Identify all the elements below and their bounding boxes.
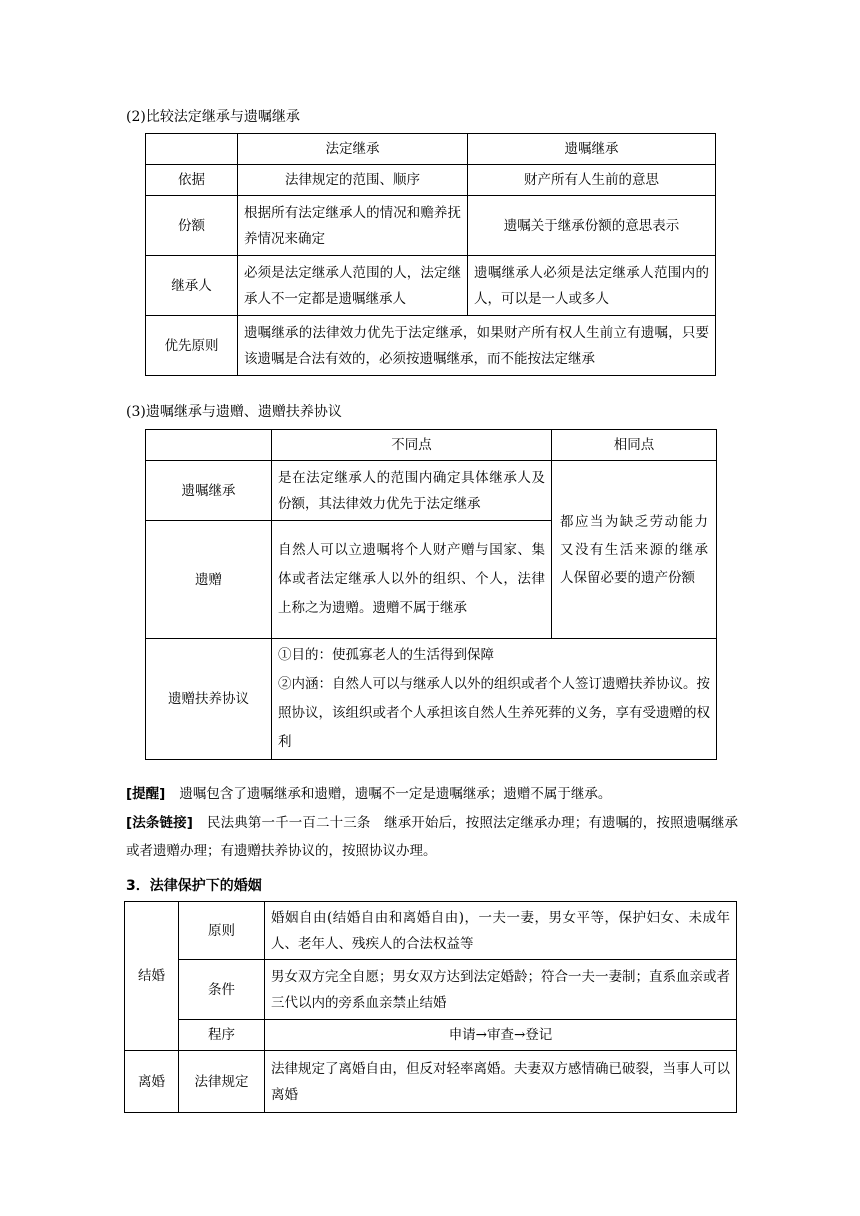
law-link-tag: [法条链接] bbox=[126, 815, 193, 831]
cell-condition: 男女双方完全自愿；男女双方达到法定婚龄；符合一夫一妻制；直系血亲或者三代以内的旁系血亲禁止结婚 bbox=[265, 960, 737, 1020]
agreement-content: ②内涵：自然人可以与继承人以外的组织或者个人签订遗赠扶养协议。按照协议，该组织或者个人承担该自然人生养死葬的义务，享有受遗赠的权利 bbox=[278, 676, 710, 750]
label-procedure: 程序 bbox=[179, 1020, 265, 1051]
row-label-divorce: 离婚 bbox=[125, 1051, 179, 1113]
label-law: 法律规定 bbox=[179, 1051, 265, 1113]
cell-will-share: 遗嘱关于继承份额的意思表示 bbox=[468, 196, 716, 256]
label-principle: 原则 bbox=[179, 902, 265, 960]
empty-corner-cell bbox=[146, 430, 272, 461]
tip-tag: [提醒] bbox=[126, 786, 166, 802]
cell-will-heir: 遗嘱继承人必须是法定继承人范围内的人，可以是一人或多人 bbox=[468, 256, 716, 316]
row-label-priority: 优先原则 bbox=[146, 316, 238, 376]
cell-priority-text: 遗嘱继承的法律效力优先于法定继承，如果财产所有权人生前立有遗嘱，只要该遗嘱是合法有效的，必须按遗嘱继承，而不能按法定继承 bbox=[238, 316, 716, 376]
tip-text: 遗嘱包含了遗嘱继承和遗赠，遗嘱不一定是遗嘱继承；遗赠不属于继承。 bbox=[179, 786, 612, 802]
marriage-table bbox=[124, 901, 737, 1113]
cell-principle: 婚姻自由(结婚自由和离婚自由)，一夫一妻，男女平等，保护妇女、未成年人、老年人、残疾人的合法权益等 bbox=[265, 902, 737, 960]
col-header-will: 遗嘱继承 bbox=[468, 134, 716, 165]
row-label-bequest: 遗赠 bbox=[146, 521, 272, 639]
cell-diff-will-inheritance: 是在法定继承人的范围内确定具体继承人及份额，其法律效力优先于法定继承 bbox=[272, 461, 552, 521]
empty-corner-cell bbox=[146, 134, 238, 165]
section2-heading: (2)比较法定继承与遗嘱继承 bbox=[126, 109, 300, 125]
inheritance-comparison-table bbox=[145, 133, 716, 376]
row-label-share: 份额 bbox=[146, 196, 238, 256]
row-label-will-inheritance: 遗嘱继承 bbox=[146, 461, 272, 521]
tip-note bbox=[126, 780, 738, 808]
cell-divorce-law: 法律规定了离婚自由，但反对轻率离婚。夫妻双方感情确已破裂，当事人可以离婚 bbox=[265, 1051, 737, 1113]
cell-legal-share: 根据所有法定继承人的情况和赡养抚养情况来确定 bbox=[238, 196, 468, 256]
row-label-heir: 继承人 bbox=[146, 256, 238, 316]
cell-legal-heir: 必须是法定继承人范围的人，法定继承人不一定都是遗嘱继承人 bbox=[238, 256, 468, 316]
law-link-note bbox=[126, 809, 738, 865]
label-condition: 条件 bbox=[179, 960, 265, 1020]
col-header-common: 相同点 bbox=[552, 430, 717, 461]
law-link-text: 民法典第一千一百二十三条 继承开始后，按照法定继承办理；有遗嘱的，按照遗嘱继承或者遗赠办理；有遗赠扶养协议的，按照协议办理。 bbox=[126, 815, 739, 859]
row-label-support-agreement: 遗赠扶养协议 bbox=[146, 639, 272, 760]
col-header-legal: 法定继承 bbox=[238, 134, 468, 165]
will-bequest-table bbox=[145, 429, 717, 760]
cell-common-points: 都应当为缺乏劳动能力又没有生活来源的继承人保留必要的遗产份额 bbox=[552, 461, 717, 639]
col-header-difference: 不同点 bbox=[272, 430, 552, 461]
row-label-marriage: 结婚 bbox=[125, 902, 179, 1051]
section3-heading: (3)遗嘱继承与遗赠、遗赠扶养协议 bbox=[126, 404, 342, 420]
cell-will-basis: 财产所有人生前的意思 bbox=[468, 165, 716, 196]
cell-support-agreement bbox=[272, 639, 717, 760]
marriage-heading: 3．法律保护下的婚姻 bbox=[126, 878, 262, 894]
cell-legal-basis: 法律规定的范围、顺序 bbox=[238, 165, 468, 196]
row-label-basis: 依据 bbox=[146, 165, 238, 196]
cell-diff-bequest: 自然人可以立遗嘱将个人财产赠与国家、集体或者法定继承人以外的组织、个人，法律上称之为遗赠。遗赠不属于继承 bbox=[272, 521, 552, 639]
agreement-purpose: ①目的：使孤寡老人的生活得到保障 bbox=[278, 647, 494, 663]
cell-procedure: 申请→审查→登记 bbox=[265, 1020, 737, 1051]
